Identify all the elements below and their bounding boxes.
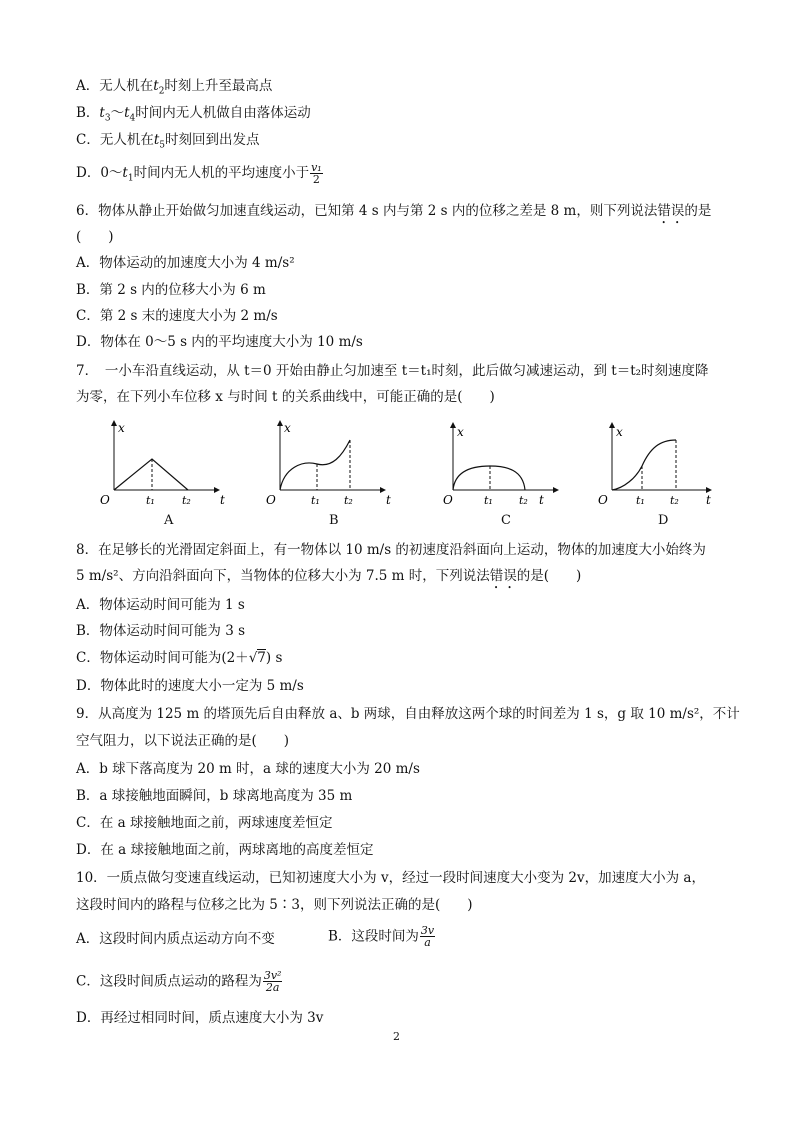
axis-label-t: t xyxy=(539,493,544,507)
graph-d-caption: D xyxy=(658,513,669,528)
q8-stem-line1: 8．在足够长的光滑固定斜面上，有一物体以 10 m/s 的初速度沿斜面向上运动，物体的加速度大小始终为 xyxy=(76,542,706,558)
axis-label-t: t xyxy=(386,493,391,507)
t2-label: t₂ xyxy=(519,494,528,507)
t2-label: t₂ xyxy=(670,494,679,507)
t2-label: t₂ xyxy=(344,494,353,507)
graph-c-caption: C xyxy=(501,513,511,528)
page-number: 2 xyxy=(393,1030,400,1043)
q9-stem-line1: 9．从高度为 125 m 的塔顶先后自由释放 a、b 两球，自由释放这两个球的时间差为 1 s，g 取 10 m/s²，不计 xyxy=(76,706,740,722)
q10-option-c: C．这段时间质点运动的路程为 $\frac{\text{3v²}}{2a}$ xyxy=(76,969,282,994)
sqrt-symbol: √ xyxy=(248,650,258,666)
q6-stem-line1: 6．物体从静止开始做匀加速直线运动，已知第 4 s 内与第 2 s 内的位移之差是 8 m，则下列说法错误的是 xyxy=(76,203,712,219)
q6-option-a: A．物体运动的加速度大小为 4 m/s² xyxy=(76,255,295,271)
q9-stem-line2: 空气阻力，以下说法正确的是( ) xyxy=(76,733,290,749)
q5-option-b: B．$t_3\sim t_4$时间内无人机做自由落体运动 xyxy=(76,105,311,124)
axis-label-x: x xyxy=(457,425,464,439)
origin-label: O xyxy=(266,493,276,507)
graph-c xyxy=(435,418,565,510)
q5-option-a: A．无人机在$t_2$时刻上升至最高点 xyxy=(76,78,273,97)
fraction: $\frac{\text{v₁}}{2}$ xyxy=(311,161,322,186)
q8-option-a: A．物体运动时间可能为 1 s xyxy=(76,597,245,613)
t1-label: t₁ xyxy=(311,494,320,507)
origin-label: O xyxy=(598,493,608,507)
q5-option-c: C．无人机在$t_5$时刻回到出发点 xyxy=(76,132,260,151)
axis-label-x: x xyxy=(284,421,291,435)
q9-option-c: C．在 a 球接触地面之前，两球速度差恒定 xyxy=(76,815,333,831)
axis-label-x: x xyxy=(118,421,125,435)
q8-option-d: D．物体此时的速度大小一定为 5 m/s xyxy=(76,678,304,694)
q5-option-d: D．$0\sim t_1$时间内无人机的平均速度小于 $\frac{\text{v₁}}{2}$ xyxy=(76,161,322,186)
q6-option-d: D．物体在 0～5 s 内的平均速度大小为 10 m/s xyxy=(76,334,363,350)
q6-option-b: B．第 2 s 内的位移大小为 6 m xyxy=(76,282,266,298)
t2-label: t₂ xyxy=(182,494,191,507)
q8-stem-line2: 5 m/s²、方向沿斜面向下，当物体的位移大小为 7.5 m 时，下列说法错误的是( ) xyxy=(76,568,582,584)
axis-label-t: t xyxy=(706,493,711,507)
q10-stem-line1: 10．一质点做匀变速直线运动，已知初速度大小为 v，经过一段时间速度大小变为 2v，加速度大小为 a， xyxy=(76,870,705,886)
q9-option-b: B．a 球接触地面瞬间，b 球离地高度为 35 m xyxy=(76,788,353,804)
axis-label-x: x xyxy=(616,425,623,439)
t1-label: t₁ xyxy=(636,494,645,507)
q6-option-c: C．第 2 s 末的速度大小为 2 m/s xyxy=(76,308,278,324)
q10-stem-line2: 这段时间内的路程与位移之比为 5∶3，则下列说法正确的是( ) xyxy=(76,897,473,913)
origin-label: O xyxy=(443,493,453,507)
q9-option-d: D．在 a 球接触地面之前，两球离地的高度差恒定 xyxy=(76,842,374,858)
t1-label: t₁ xyxy=(146,494,155,507)
q10-option-b: B．这段时间为 $\frac{3v}{a}$ xyxy=(328,924,435,949)
q8-option-b: B．物体运动时间可能为 3 s xyxy=(76,623,246,639)
origin-label: O xyxy=(100,493,110,507)
q9-option-a: A．b 球下落高度为 20 m 时，a 球的速度大小为 20 m/s xyxy=(76,761,420,777)
q7-stem-line1: 7． 一小车沿直线运动，从 t＝0 开始由静止匀加速至 t＝t₁时刻，此后做匀减速运动，到 t＝t₂时刻速度降 xyxy=(76,363,709,379)
graph-a-caption: A xyxy=(164,513,174,528)
graph-b-caption: B xyxy=(329,513,339,528)
graph-a xyxy=(96,418,226,510)
t1-label: t₁ xyxy=(484,494,493,507)
q10-option-a: A．这段时间内质点运动方向不变 xyxy=(76,931,275,947)
q6-stem-line2: ( ) xyxy=(76,229,114,245)
q8-option-c: C．物体运动时间可能为(2＋√7) s xyxy=(76,650,283,666)
graph-b xyxy=(262,418,392,510)
axis-label-t: t xyxy=(220,493,225,507)
q10-option-d: D．再经过相同时间，质点速度大小为 3v xyxy=(76,1010,324,1026)
q7-stem-line2: 为零，在下列小车位移 x 与时间 t 的关系曲线中，可能正确的是( ) xyxy=(76,389,495,405)
graph-d xyxy=(594,418,724,510)
